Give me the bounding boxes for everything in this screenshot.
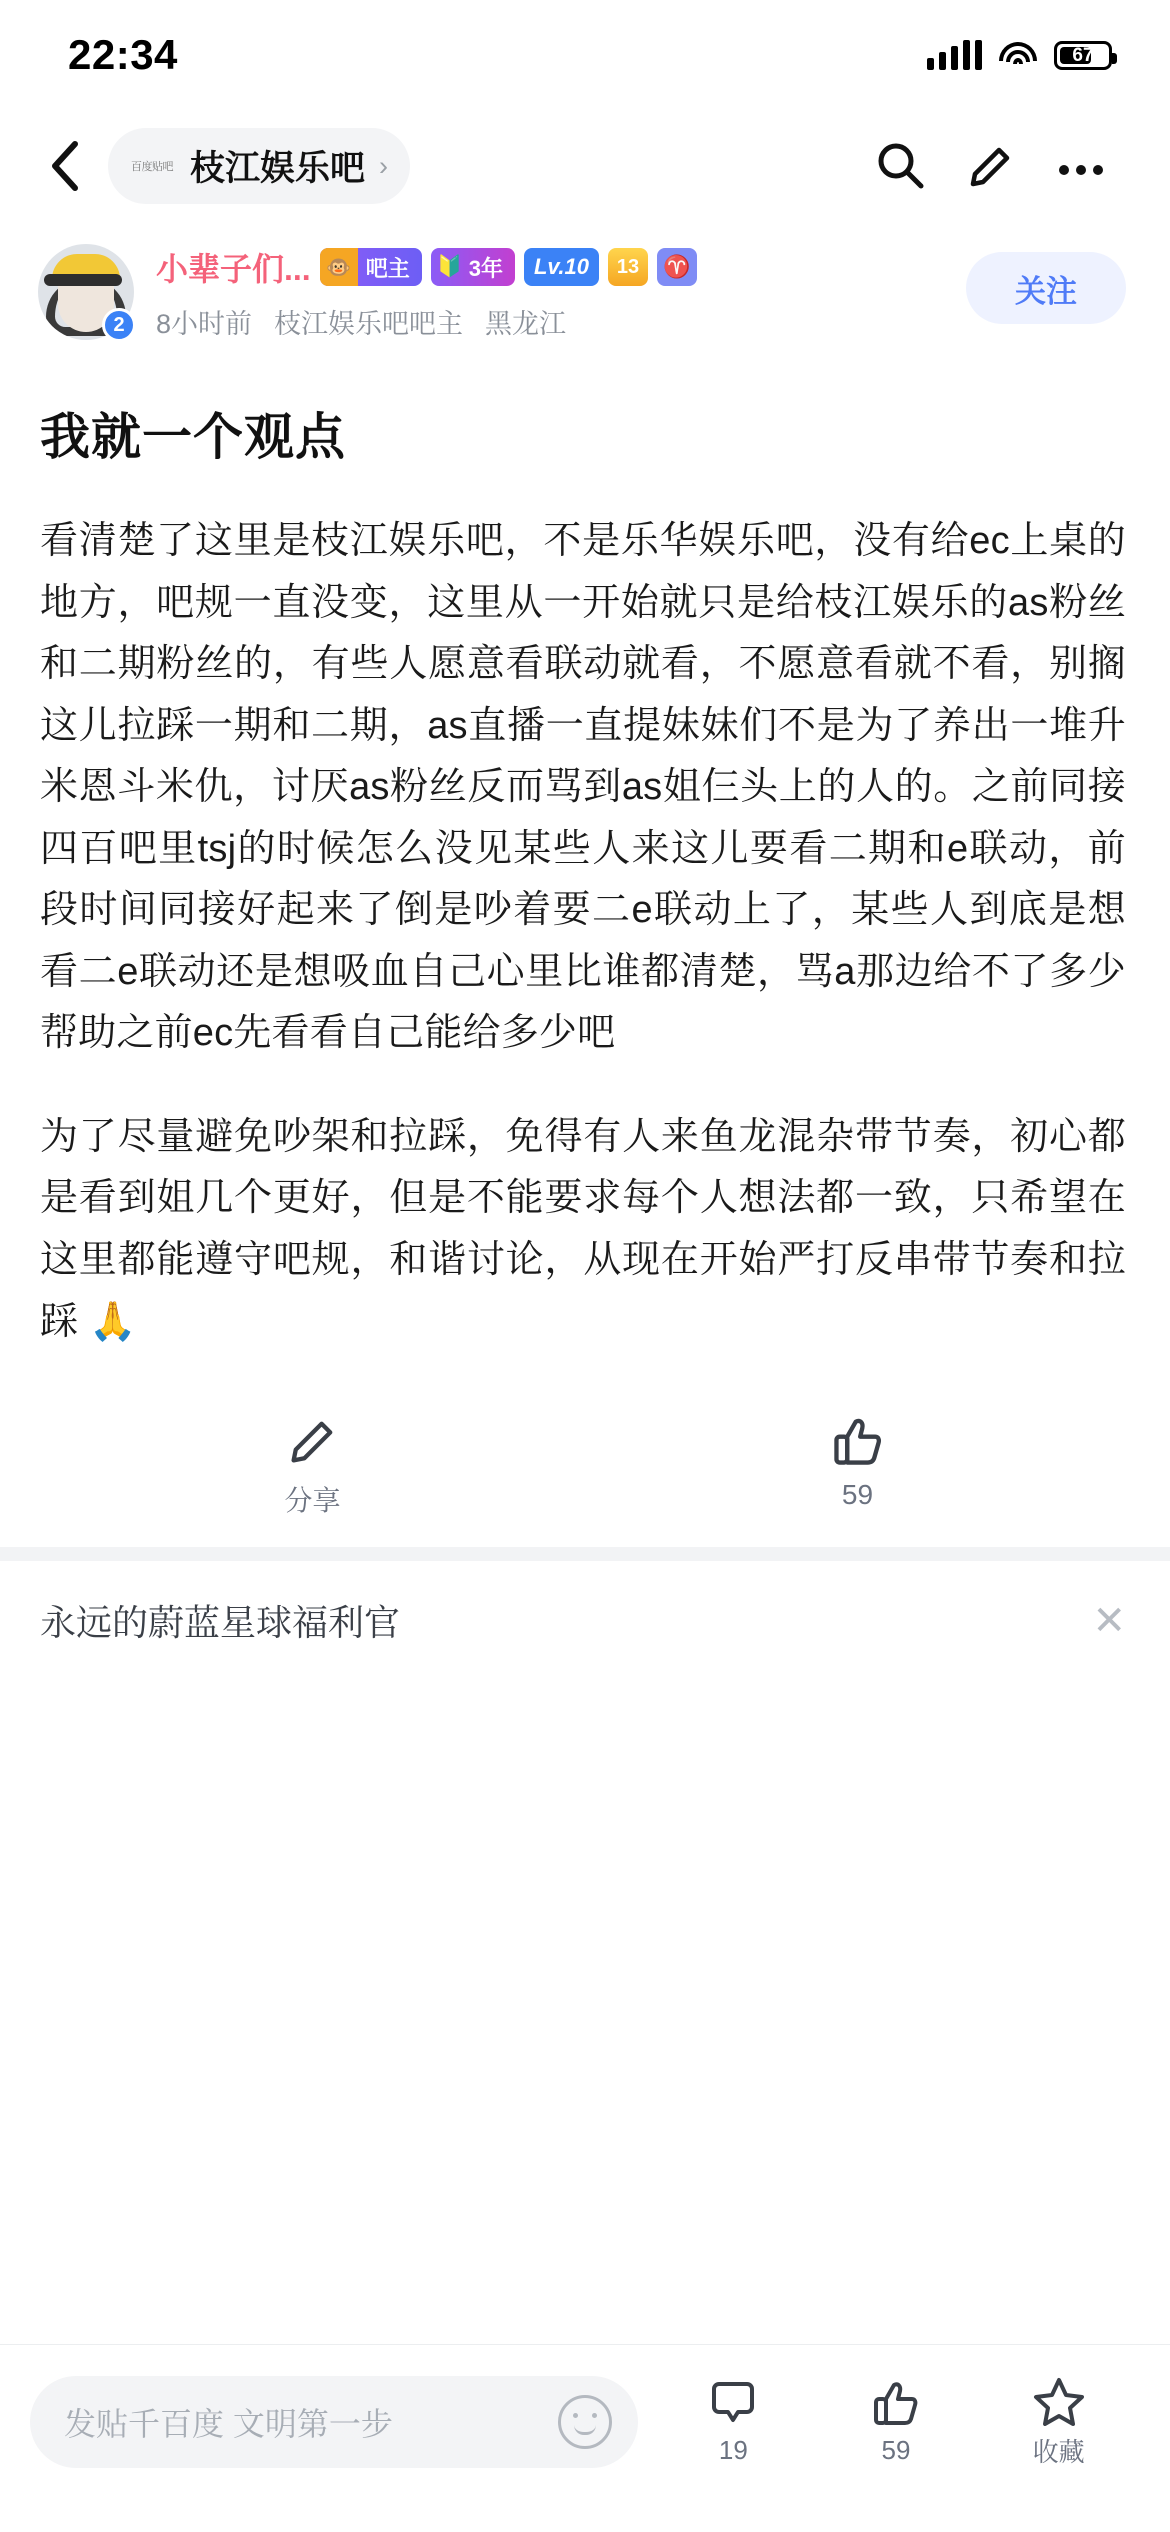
badge-forum-owner <box>320 248 422 286</box>
share-compose-icon <box>285 1413 341 1469</box>
avatar-level-badge: 2 <box>102 308 136 342</box>
follow-button[interactable]: 关注 <box>966 252 1126 324</box>
status-indicators <box>927 40 1112 70</box>
more-button[interactable] <box>1040 125 1122 207</box>
more-horizontal-icon <box>1055 140 1107 192</box>
author-name-and-badges <box>156 244 966 290</box>
comment-count: 19 <box>718 2435 748 2465</box>
thumbs-up-icon <box>870 2377 922 2429</box>
comment-icon <box>707 2377 759 2429</box>
compose-icon <box>965 140 1017 192</box>
status-time: 22:34 <box>68 31 178 78</box>
post-actions <box>0 1413 1170 1547</box>
wifi-icon <box>998 40 1038 70</box>
navigation-bar <box>0 110 1170 222</box>
back-button[interactable] <box>34 136 94 196</box>
chevron-left-icon <box>47 138 81 194</box>
forum-name: 枝江娱乐吧 <box>190 149 366 188</box>
badge-anniversary <box>431 248 515 286</box>
forum-logo: 百度贴吧 <box>131 161 173 173</box>
like-count: 59 <box>841 1479 874 1511</box>
battery-icon <box>1054 41 1112 70</box>
cellular-signal-icon <box>927 40 982 70</box>
chevron-right-icon: › <box>379 150 389 181</box>
post-paragraph: 看清楚了这里是枝江娱乐吧，不是乐华娱乐吧，没有给ec上桌的地方，吧规一直没变，这里从一开始就只是给枝江娱乐的as粉丝和二期粉丝的，有些人愿意看联动就看，不愿意看就不看，别搁这儿拉踩一期和二期，as直播一直提妹妹们不是为了养出一堆升米恩斗米仇，讨厌as粉丝反而骂到as姐仨头上的人的。之前同接四百吧里tsj的时候怎么没见某些人来这儿要看二期和e联动，前段时间同接好起来了倒是吵着要二e联动上了，某些人到底是想看二e联动还是想吸血自己心里比谁都清楚，骂a那边给不了多少帮助之前ec先看看自己能给多少吧 <box>40 520 1126 1055</box>
bottom-bar <box>0 2344 1170 2532</box>
comment-preview[interactable] <box>0 1561 1170 1646</box>
badge-owner-label: 吧主 <box>365 255 410 281</box>
page-title: 我就一个观点 <box>40 409 346 465</box>
comment-button[interactable] <box>707 2377 759 2466</box>
comment-input-placeholder[interactable]: 发贴千百度 文明第一步 <box>64 2405 393 2442</box>
shield-icon: 🔰 <box>436 255 463 278</box>
author-info <box>156 244 966 341</box>
author-role: 枝江娱乐吧吧主 <box>274 309 464 339</box>
forum-entry-button[interactable] <box>108 128 410 204</box>
post-body <box>0 511 1170 1353</box>
favorite-button[interactable] <box>1033 2374 1085 2469</box>
avatar[interactable] <box>38 244 134 340</box>
search-button[interactable] <box>860 125 942 207</box>
author-location: 黑龙江 <box>485 309 567 339</box>
star-icon <box>1033 2374 1085 2426</box>
author-name[interactable]: 小辈子们... <box>156 251 311 287</box>
close-icon[interactable]: ✕ <box>1092 1598 1126 1643</box>
like-button[interactable] <box>585 1413 1130 1519</box>
battery-level: 67 <box>1072 44 1094 66</box>
monkey-icon: 🐵 <box>320 248 358 286</box>
status-bar <box>0 0 1170 110</box>
favorite-label: 收藏 <box>1032 2437 1085 2467</box>
emoji-icon[interactable] <box>558 2395 612 2449</box>
badge-level: Lv.10 <box>524 248 599 286</box>
share-button[interactable] <box>40 1413 585 1519</box>
bottom-action-group <box>638 2374 1140 2469</box>
thumbs-up-icon <box>830 1413 886 1469</box>
author-meta <box>156 302 966 341</box>
post-time: 8小时前 <box>156 309 253 339</box>
badge-diamond: 13 <box>608 248 648 286</box>
section-divider <box>0 1547 1170 1561</box>
compose-button[interactable] <box>950 125 1032 207</box>
search-icon <box>875 140 927 192</box>
badge-anniversary-label: 3年 <box>468 255 503 281</box>
share-label: 分享 <box>284 1485 341 1517</box>
comment-composer[interactable] <box>30 2376 638 2468</box>
post-paragraph: 为了尽量避免吵架和拉踩，免得有人来鱼龙混杂带节奏，初心都是看到姐几个更好，但是不能要求每个人想法都一致，只希望在这里都能遵守吧规，和谐讨论，从现在开始严打反串带节奏和拉踩 🙏 <box>40 1115 1126 1343</box>
author-row <box>0 222 1170 341</box>
comment-preview-text: 永远的蔚蓝星球福利官 <box>40 1602 401 1644</box>
bottom-like-count: 59 <box>881 2435 911 2465</box>
badge-zodiac: ♈ <box>657 248 697 286</box>
bottom-like-button[interactable] <box>870 2377 922 2466</box>
